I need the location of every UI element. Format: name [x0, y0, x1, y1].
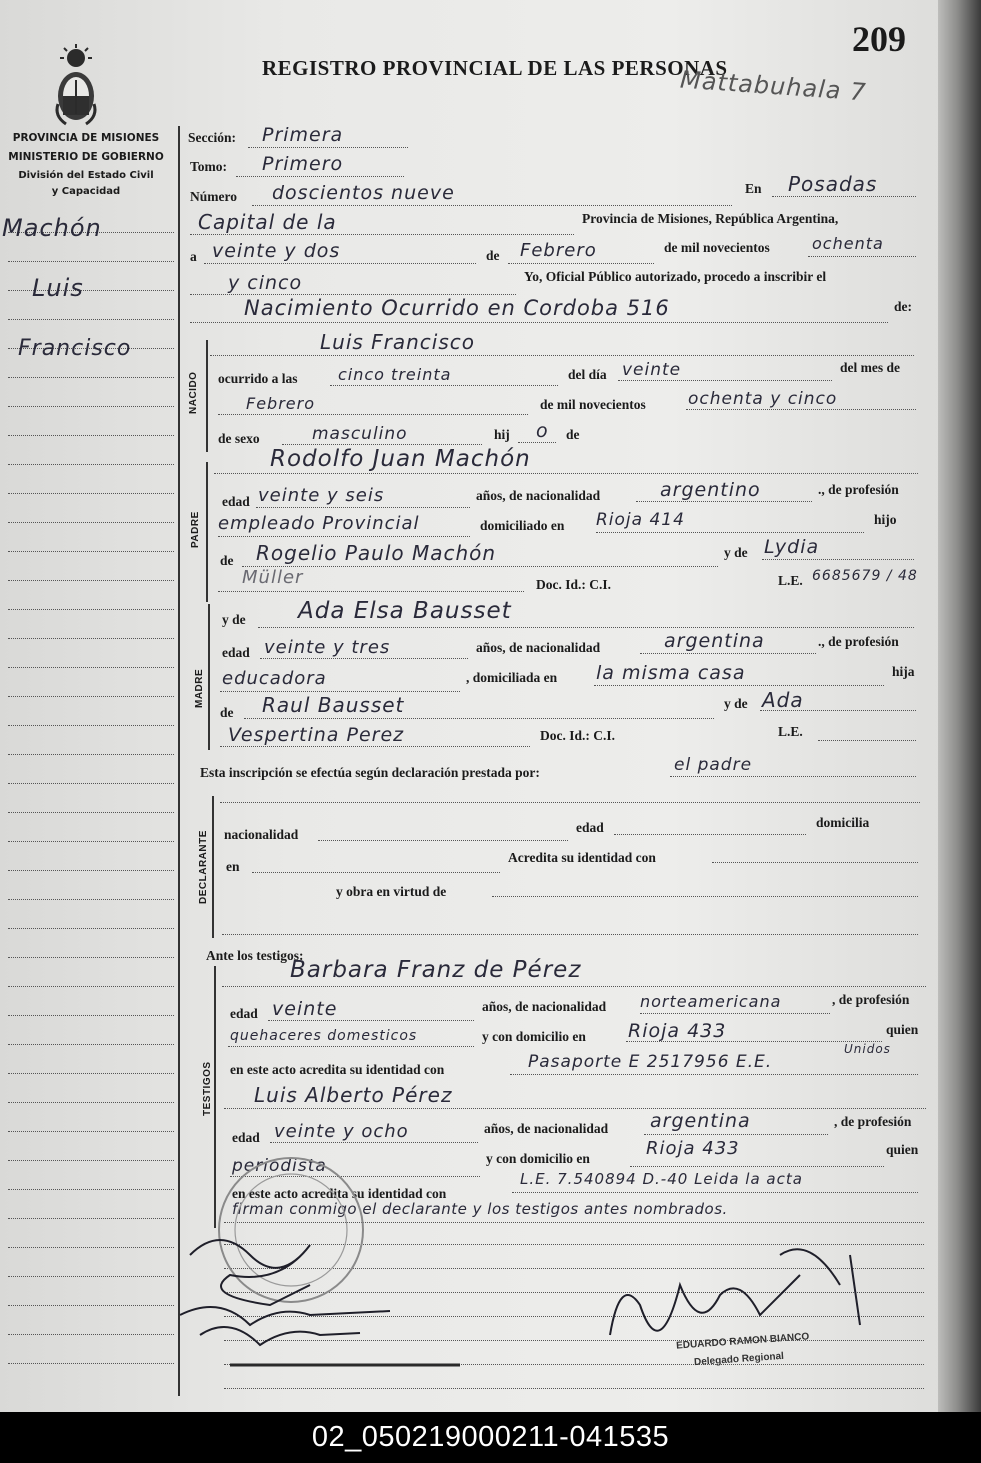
margin-rule-line [8, 928, 174, 929]
t2-quien-label: quien [886, 1142, 919, 1157]
t2-prof: periodista [232, 1156, 327, 1176]
madre-nac-value: argentina [664, 630, 765, 652]
nombre-value: Luis Francisco [320, 330, 476, 354]
t1-nac: norteamericana [640, 992, 782, 1011]
margin-rule-line [8, 957, 174, 958]
firma-text: firman conmigo el declarante y los testigos antes nombrados. [232, 1200, 728, 1218]
padre-doc-label: Doc. Id.: C.I. [536, 577, 612, 592]
t2-prof-label: , de profesión [834, 1114, 912, 1129]
signatures-icon [160, 1215, 920, 1375]
margin-rule-line [8, 1102, 174, 1103]
padre-nac-label: años, de nacionalidad [476, 488, 601, 503]
padre-hijo-label: hijo [874, 512, 897, 527]
a-value: veinte y dos [212, 240, 341, 262]
madre-edad-value: veinte y tres [264, 637, 391, 658]
padre-le-value: 6685679 / 48 [812, 568, 918, 584]
t2-edad-label: edad [232, 1130, 260, 1145]
dia-value: veinte [622, 360, 682, 380]
margin-rule-line [8, 986, 174, 987]
t2-edad: veinte y ocho [274, 1121, 409, 1142]
margin-rule-line [8, 783, 174, 784]
de-end: de: [894, 299, 912, 314]
nacido-anio-value: ochenta y cinco [688, 389, 838, 409]
t1-prof-label: , de profesión [832, 992, 910, 1007]
t1-dom-label: y con domicilio en [482, 1029, 586, 1044]
hora-value: cinco treinta [338, 365, 452, 384]
ocurrido-label: ocurrido a las [218, 371, 298, 386]
top-signature: Mattabuhala 7 [679, 65, 868, 107]
margin-rule-line [8, 725, 174, 726]
acta-value: Nacimiento Ocurrido en Cordoba 516 [244, 296, 670, 320]
declarante-nac-label: nacionalidad [224, 827, 299, 842]
margin-rule-line [8, 464, 174, 465]
tomo-label: Tomo: [190, 159, 228, 174]
margin-name-1: Luis [32, 274, 84, 302]
madre-le-label: L.E. [778, 724, 803, 739]
capital-value: Capital de la [198, 210, 337, 234]
t1-doc: Pasaporte E 2517956 E.E. [528, 1052, 773, 1072]
margin-surname: Machón [2, 214, 102, 242]
margin-rule-line [8, 1305, 174, 1306]
t1-edad-label: edad [230, 1006, 258, 1021]
madre-prof-label: ., de profesión [818, 634, 899, 649]
madre-nac-label: años, de nacionalidad [476, 640, 601, 655]
declarante-edad-label: edad [576, 820, 604, 835]
madre-yde-label: y de [222, 612, 246, 627]
mes-label: del mes de [840, 360, 900, 375]
margin-rule-line [8, 1189, 174, 1190]
margin-rule-line [8, 841, 174, 842]
margin-rule-line [8, 1334, 174, 1335]
padre-nac-value: argentino [660, 479, 761, 501]
margin-rule-line [8, 493, 174, 494]
t1-acredita-label: en este acto acredita su identidad con [230, 1062, 445, 1077]
margin-rule-line [8, 1131, 174, 1132]
t1-dom: Rioja 433 [628, 1020, 727, 1042]
padre-padre-value: Rogelio Paulo Machón [256, 541, 497, 565]
numero-value: doscientos nueve [272, 182, 455, 204]
padre-de-label: de [220, 553, 234, 568]
margin-rule-line [8, 754, 174, 755]
declarante-acredita-label: Acredita su identidad con [508, 850, 656, 865]
declaracion-value: el padre [674, 755, 753, 775]
t2-dom-label: y con domicilio en [486, 1151, 590, 1166]
padre-yde-label: y de [724, 545, 748, 560]
margin-rule-line [8, 319, 174, 320]
t1-quien-label: quien [886, 1022, 919, 1037]
nacido-label: NACIDO [188, 371, 199, 414]
declaracion-text: Esta inscripción se efectúa según declaración prestada por: [200, 765, 540, 780]
madre-de-label: de [220, 705, 234, 720]
stamp-line-2: Delegado Regional [693, 1350, 785, 1369]
issuer-line-1: PROVINCIA DE MISIONES [12, 132, 160, 144]
margin-divider [178, 126, 180, 1396]
madre-nombre: Ada Elsa Bausset [298, 598, 512, 624]
t2-nombre: Luis Alberto Pérez [254, 1083, 453, 1107]
madre-edad-label: edad [222, 645, 250, 660]
padre-madre-value: Lydia [764, 536, 820, 558]
madre-prof-value: educadora [222, 668, 327, 689]
page-edge [938, 0, 981, 1412]
t1-prof: quehaceres domesticos [230, 1028, 418, 1044]
margin-rule-line [8, 1073, 174, 1074]
coat-of-arms-icon [52, 44, 100, 128]
anio-cont: y cinco [228, 272, 303, 294]
madre-doc-label: Doc. Id.: C.I. [540, 728, 616, 743]
margin-rule-line [8, 667, 174, 668]
issuer-line-2: MINISTERIO DE GOBIERNO [8, 151, 164, 163]
barcode-label: 02_050219000211-041535 [0, 1412, 981, 1463]
stamp-line-1: EDUARDO RAMON BIANCO [675, 1331, 810, 1352]
margin-rule-line [8, 377, 174, 378]
seccion-label: Sección: [188, 130, 236, 145]
t1-nombre: Barbara Franz de Pérez [290, 957, 582, 983]
nacido-mil-label: de mil novecientos [540, 397, 646, 412]
madre-dom-value: la misma casa [596, 662, 746, 684]
nacido-de-label: de [566, 427, 580, 442]
t2-doc: L.E. 7.540894 D.-40 Leida la acta [520, 1170, 803, 1188]
t2-dom: Rioja 433 [646, 1138, 740, 1159]
declarante-en-label: en [226, 859, 240, 874]
margin-rule-line [8, 1015, 174, 1016]
t1-doc-note: Unidos [844, 1042, 891, 1056]
de-label: de [486, 248, 500, 263]
margin-rule-line [8, 812, 174, 813]
padre-le-label: L.E. [778, 573, 803, 588]
mes-value: Febrero [520, 240, 597, 261]
anio-value: ochenta [812, 234, 884, 253]
page-title: REGISTRO PROVINCIAL DE LAS PERSONAS [262, 56, 728, 80]
padre-dom-label: domiciliado en [480, 518, 565, 533]
signature-rule-line [224, 1388, 924, 1389]
madre-padre-value: Raul Bausset [262, 693, 405, 717]
yo-text: Yo, Oficial Público autorizado, procedo a inscribir el [524, 269, 827, 284]
madre-madre-cont: Vespertina Perez [228, 724, 405, 746]
en-label: En [745, 181, 762, 196]
margin-rule-line [8, 1218, 174, 1219]
sexo-value: masculino [312, 424, 408, 444]
margin-rule-line [8, 406, 174, 407]
margin-rule-line [8, 1247, 174, 1248]
hij-label: hij [494, 427, 510, 442]
hij-value: o [536, 420, 549, 442]
margin-rule-line [8, 551, 174, 552]
margin-rule-line [8, 899, 174, 900]
issuer-line-3: División del Estado Civil [18, 170, 154, 181]
sexo-label: de sexo [218, 431, 260, 446]
madre-hija-label: hija [892, 664, 915, 679]
declarante-obra-label: y obra en virtud de [336, 884, 447, 899]
margin-rule-line [8, 1044, 174, 1045]
margin-rule-line [8, 1160, 174, 1161]
t2-acredita-label: en este acto acredita su identidad con [232, 1186, 447, 1201]
testigos-ante-label: Ante los testigos: [206, 948, 304, 963]
padre-label: PADRE [190, 511, 201, 548]
padre-prof-value: empleado Provincial [218, 513, 420, 534]
madre-label: MADRE [194, 668, 205, 708]
padre-edad-value: veinte y seis [258, 485, 385, 506]
margin-rule-line [8, 609, 174, 610]
padre-madre-cont: Müller [242, 567, 304, 588]
margin-name-2: Francisco [18, 336, 132, 361]
madre-yde2-label: y de [724, 696, 748, 711]
margin-rule-line [8, 580, 174, 581]
page-number: 209 [852, 19, 906, 59]
testigos-label: TESTIGOS [202, 1061, 213, 1116]
t2-nac: argentina [650, 1110, 751, 1132]
t1-nac-label: años, de nacionalidad [482, 999, 607, 1014]
margin-rule-line [8, 261, 174, 262]
declarante-label: DECLARANTE [198, 830, 209, 904]
padre-nombre: Rodolfo Juan Machón [270, 446, 531, 472]
t2-nac-label: años, de nacionalidad [484, 1121, 609, 1136]
issuer-line-4: y Capacidad [51, 186, 121, 197]
nacido-mes-value: Febrero [246, 394, 315, 413]
margin-rule-line [8, 522, 174, 523]
mil-label: de mil novecientos [664, 240, 770, 255]
madre-madre-value: Ada [762, 688, 804, 712]
margin-rule-line [8, 1276, 174, 1277]
dia-label: del día [568, 367, 607, 382]
padre-prof-label: ., de profesión [818, 482, 899, 497]
margin-rule-line [8, 870, 174, 871]
madre-dom-label: , domiciliada en [466, 670, 558, 685]
tomo-value: Primero [262, 153, 344, 175]
padre-edad-label: edad [222, 494, 250, 509]
t1-edad: veinte [272, 998, 338, 1020]
a-label: a [190, 249, 197, 264]
padre-dom-value: Rioja 414 [596, 510, 685, 530]
numero-label: Número [190, 189, 237, 204]
margin-rule-line [8, 696, 174, 697]
margin-rule-line [8, 1363, 174, 1364]
margin-rule-line [8, 638, 174, 639]
seccion-value: Primera [262, 124, 344, 146]
en-value: Posadas [788, 172, 878, 196]
declarante-dom-label: domicilia [816, 815, 870, 830]
provincia-text: Provincia de Misiones, República Argentina, [582, 211, 839, 226]
margin-rule-line [8, 435, 174, 436]
